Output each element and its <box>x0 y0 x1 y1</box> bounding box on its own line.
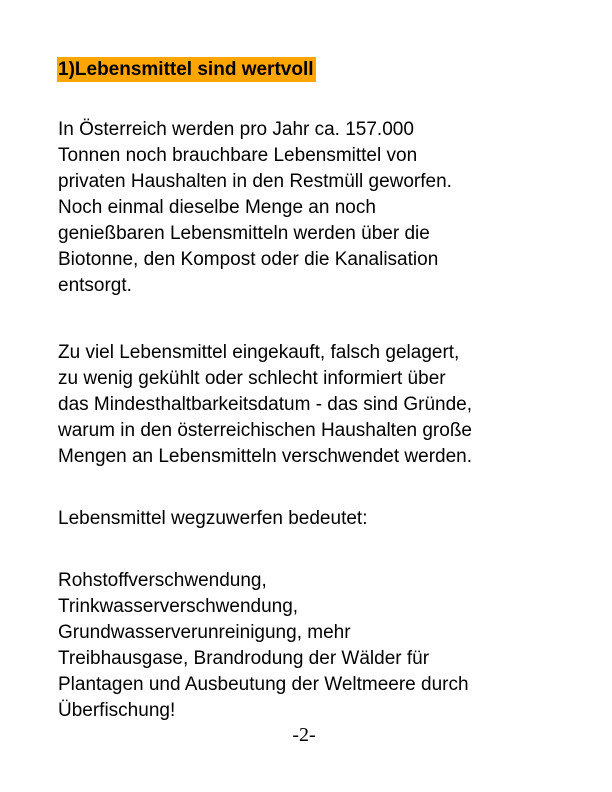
paragraph-consequences: Rohstoffverschwendung, Trinkwasserverschwendung, Grundwasserverunreinigung, mehr Treibhausgase, Brandrodung der Wälder für Plantagen und Ausbeutung der Weltmeere durch Überfischung! <box>58 570 469 721</box>
page-number: -2- <box>292 724 316 746</box>
page-number-container <box>0 722 612 748</box>
paragraph-lead-in: Lebensmittel wegzuwerfen bedeutet: <box>58 508 368 529</box>
section-heading: 1)Lebensmittel sind wertvoll <box>58 59 314 80</box>
paragraph-reasons: Zu viel Lebensmittel eingekauft, falsch gelagert, zu wenig gekühlt oder schlecht informiert über das Mindesthaltbarkeitsdatum - das sind Gründe, warum in den österreichischen Haushalten große Mengen an Lebensmitteln verschwendet werden. <box>58 342 473 467</box>
paragraph-intro: In Österreich werden pro Jahr ca. 157.000 Tonnen noch brauchbare Lebensmittel von privaten Haushalten in den Restmüll geworfen. Noch einmal dieselbe Menge an noch genießbaren Lebensmitteln werden über die Biotonne, den Kompost oder die Kanalisation entsorgt. <box>58 119 452 296</box>
